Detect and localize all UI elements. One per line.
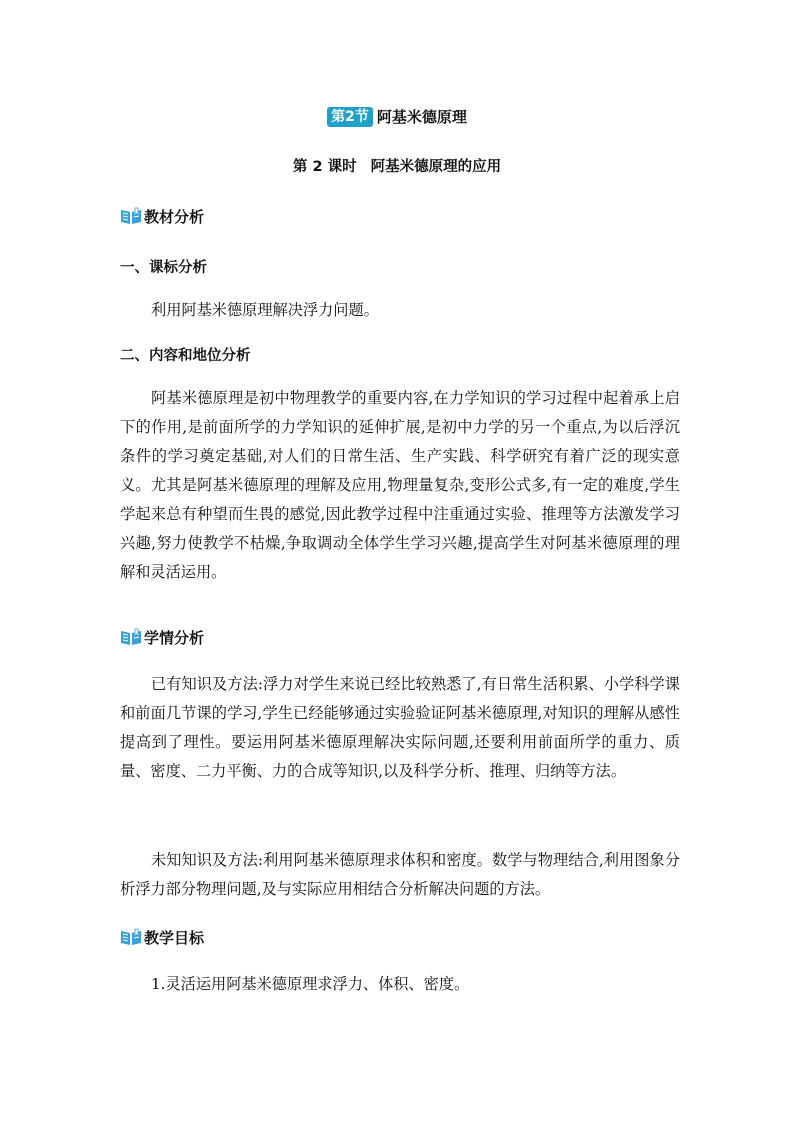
goal-item-1: 1.灵活运用阿基米德原理求浮力、体积、密度。	[151, 975, 470, 993]
known-knowledge-text: 已有知识及方法:浮力对学生来说已经比较熟悉了,有日常生活积累、小学科学课和前面几节课的学习,学生已经能够通过实验验证阿基米德原理,对知识的理解从感性提高到了理性。要运用阿基米德原理解决实际问题,还要利用前面所学的重力、质量、密度、二力平衡、力的合成等知识,以及科学分析、推理、归纳等方法。	[120, 675, 680, 780]
book-icon	[120, 207, 142, 225]
lesson-number: 第 2 课时	[292, 159, 357, 175]
teaching-goals-heading	[120, 925, 204, 949]
student-analysis-heading	[120, 625, 204, 649]
curriculum-subheading: 一、课标分析	[120, 260, 207, 276]
lesson-title	[0, 157, 794, 177]
block-heading-label: 教材分析	[144, 207, 205, 226]
block-heading-label: 学情分析	[144, 628, 205, 647]
section-header	[0, 105, 794, 128]
section-title: 阿基米德原理	[376, 108, 467, 126]
content-subheading: 二、内容和地位分析	[120, 348, 251, 364]
unknown-knowledge-text: 未知知识及方法:利用阿基米德原理求体积和密度。数学与物理结合,利用图象分析浮力部分物理问题,及与实际应用相结合分析解决问题的方法。	[120, 851, 680, 898]
block-heading-label: 教学目标	[144, 928, 205, 947]
material-analysis-heading	[120, 204, 204, 228]
section-badge: 第2节	[327, 107, 373, 127]
book-icon	[120, 928, 142, 946]
content-text: 阿基米德原理是初中物理教学的重要内容,在力学知识的学习过程中起着承上启下的作用,是前面所学的力学知识的延伸扩展,是初中力学的另一个重点,为以后浮沉条件的学习奠定基础,对人们的日常生活、生产实践、科学研究有着广泛的现实意义。尤其是阿基米德原理的理解及应用,物理量复杂,变形公式多,有一定的难度,学生学起来总有种望而生畏的感觉,因此教学过程中注重通过实验、推理等方法激发学习兴趣,努力使教学不枯燥,争取调动全体学生学习兴趣,提高学生对阿基米德原理的理解和灵活运用。	[120, 389, 680, 581]
curriculum-text: 利用阿基米德原理解决浮力问题。	[151, 301, 379, 319]
lesson-topic: 阿基米德原理的应用	[370, 159, 502, 175]
book-icon	[120, 628, 142, 646]
